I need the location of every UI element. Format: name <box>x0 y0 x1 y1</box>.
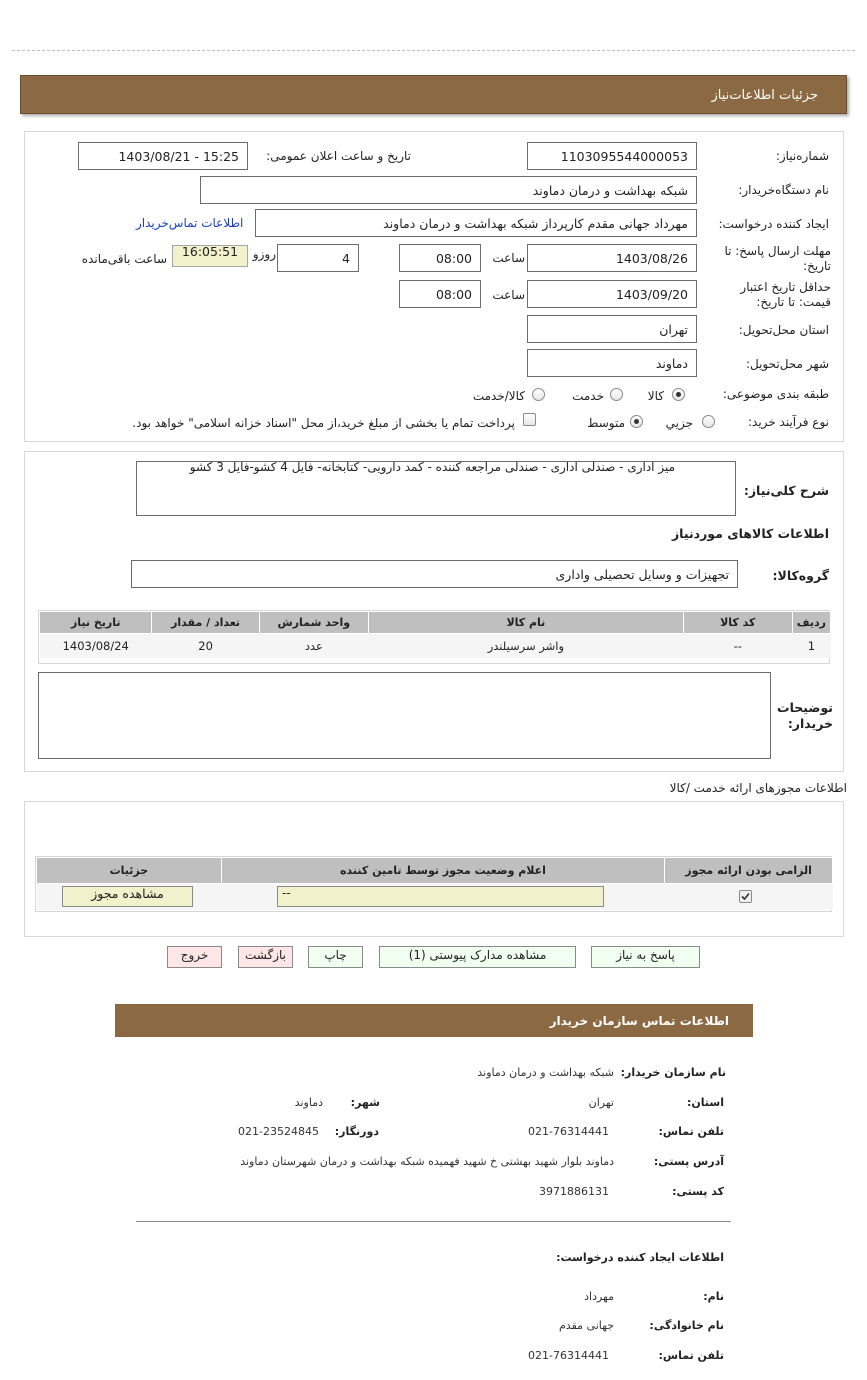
category-option-goods-service: کالا/خدمت <box>472 389 525 403</box>
category-option-goods: کالا <box>647 389 664 403</box>
contact-fax-value: 021-23524845 <box>238 1125 319 1138</box>
goods-cell-date: 1403/08/24 <box>40 634 152 658</box>
contact-org-label: نام سازمان خریدار: <box>620 1066 726 1079</box>
contact-address-value: دماوند بلوار شهید بهشتی خ شهید فهمیده شبکه بهداشت و درمان شهرستان دماوند <box>240 1155 614 1168</box>
goods-col-date: تاریخ نیاز <box>40 612 152 634</box>
goods-cell-row: 1 <box>792 634 830 658</box>
goods-info-title: اطلاعات کالاهای موردنیاز <box>671 526 829 541</box>
goods-cell-unit: عدد <box>259 634 368 658</box>
goods-table <box>39 611 831 658</box>
reply-time-field: 08:00 <box>399 244 481 272</box>
category-label: طبقه بندی موضوعی: <box>722 387 829 401</box>
days-label: روزو <box>252 247 276 261</box>
creator-label: ایجاد کننده درخواست: <box>718 217 829 231</box>
buyer-notes-textarea[interactable] <box>38 672 771 759</box>
purchase-option-small: جزیي <box>665 416 693 430</box>
city-label: شهر محل‌تحویل: <box>745 357 829 371</box>
contact-province-value: تهران <box>588 1096 614 1109</box>
contact-city-label: شهر: <box>350 1096 380 1109</box>
purchase-radio-medium[interactable] <box>630 415 643 428</box>
buyer-org-field: شبکه بهداشت و درمان دماوند <box>200 176 697 204</box>
permits-col-status: اعلام وضعیت مجوز توسط تامین کننده <box>221 858 664 884</box>
back-button[interactable]: بازگشت <box>238 946 293 968</box>
creator-family-label: نام خانوادگی: <box>649 1319 724 1332</box>
contact-postal-label: کد پستی: <box>672 1185 724 1198</box>
buyer-notes-label: توضیحات خریدار: <box>777 700 833 731</box>
table-row <box>40 634 831 658</box>
purchase-type-label: نوع فرآیند خرید: <box>748 415 829 429</box>
category-radio-goods-service[interactable] <box>532 388 545 401</box>
reply-deadline-label: مهلت ارسال پاسخ: تا تاریخ: <box>724 244 831 273</box>
contact-province-label: استان: <box>687 1096 724 1109</box>
creator-info-title: اطلاعات ایجاد کننده درخواست: <box>556 1251 724 1264</box>
creator-phone-value: 021-76314441 <box>528 1349 609 1362</box>
print-button[interactable]: چاپ <box>308 946 363 968</box>
purchase-radio-small[interactable] <box>702 415 715 428</box>
contact-title: اطلاعات تماس سازمان خریدار <box>549 1014 729 1028</box>
city-field: دماوند <box>527 349 697 377</box>
buyer-contact-link[interactable]: اطلاعات تماس‌خریدار <box>136 216 244 230</box>
need-number-label: شماره‌نیاز: <box>775 149 829 163</box>
goods-cell-code: -- <box>683 634 792 658</box>
validity-time-field: 08:00 <box>399 280 481 308</box>
permit-status-field: -- <box>277 886 604 907</box>
goods-col-code: کد کالا <box>683 612 792 634</box>
goods-col-qty: تعداد / مقدار <box>152 612 259 634</box>
category-radio-goods[interactable] <box>672 388 685 401</box>
contact-postal-value: 3971886131 <box>539 1185 609 1198</box>
goods-col-row: ردیف <box>792 612 830 634</box>
goods-group-field: تجهیزات و وسایل تحصیلی واداری <box>131 560 738 588</box>
contact-fax-label: دورنگار: <box>334 1125 379 1138</box>
treasury-payment-checkbox[interactable] <box>523 413 536 426</box>
contact-phone-value: 021-76314441 <box>528 1125 609 1138</box>
view-permit-button[interactable]: مشاهده مجوز <box>62 886 193 907</box>
creator-phone-label: تلفن تماس: <box>658 1349 724 1362</box>
creator-family-value: جهانی مقدم <box>559 1319 614 1332</box>
remaining-label: ساعت باقی‌مانده <box>81 252 167 266</box>
purchase-option-medium: متوسط <box>587 416 625 430</box>
contact-org-value: شبکه بهداشت و درمان دماوند <box>477 1066 614 1079</box>
description-label: شرح کلی‌نیاز: <box>743 483 829 498</box>
goods-cell-name: واشر سرسیلندر <box>368 634 683 658</box>
remaining-time-field: 16:05:51 <box>172 245 248 267</box>
days-field: 4 <box>277 244 359 272</box>
permits-section-title: اطلاعات مجوزهای ارائه خدمت /کالا <box>669 781 847 795</box>
category-option-service: خدمت <box>572 389 604 403</box>
creator-field: مهرداد جهانی مقدم کارپرداز شبکه بهداشت و درمان دماوند <box>255 209 697 237</box>
category-radio-service[interactable] <box>610 388 623 401</box>
need-number-field: 1103095544000053 <box>527 142 697 170</box>
contact-address-label: آدرس پستی: <box>653 1155 724 1168</box>
reply-to-need-button[interactable]: پاسخ به نیاز <box>591 946 700 968</box>
exit-button[interactable]: خروج <box>167 946 222 968</box>
creator-name-value: مهرداد <box>584 1290 614 1303</box>
description-textarea[interactable]: میز اداری - صندلی اداری - صندلی مراجعه کننده - کمد دارویی- کتابخانه- فایل 4 کشو-فایل 3 کشو <box>136 461 736 516</box>
announce-label: تاریخ و ساعت اعلان عمومی: <box>266 149 411 163</box>
goods-cell-qty: 20 <box>152 634 259 658</box>
contact-city-value: دماوند <box>294 1096 323 1109</box>
contact-phone-label: تلفن تماس: <box>658 1125 724 1138</box>
province-field: تهران <box>527 315 697 343</box>
contact-header <box>115 1004 753 1037</box>
buyer-org-label: نام دستگاه‌خریدار: <box>738 183 829 197</box>
view-attachments-button[interactable]: مشاهده مدارک پیوستی (1) <box>379 946 576 968</box>
page-header <box>20 75 847 114</box>
goods-group-label: گروه‌کالا: <box>772 568 829 583</box>
page-title: جزئیات اطلاعات‌نیاز <box>711 88 818 103</box>
reply-time-label: ساعت <box>492 251 525 265</box>
contact-divider <box>136 1221 731 1222</box>
permits-col-required: الزامی بودن ارائه مجوز <box>665 858 833 884</box>
validity-label: حداقل تاریخ اعتبار قیمت: تا تاریخ: <box>740 280 831 309</box>
creator-name-label: نام: <box>703 1290 724 1303</box>
validity-time-label: ساعت <box>492 288 525 302</box>
check-icon <box>740 891 751 902</box>
permit-required-checkbox <box>739 890 752 903</box>
reply-date-field: 1403/08/26 <box>527 244 697 272</box>
top-separator <box>12 50 855 51</box>
province-label: استان محل‌تحویل: <box>738 323 829 337</box>
permits-col-details: جزئیات <box>37 858 222 884</box>
validity-date-field: 1403/09/20 <box>527 280 697 308</box>
announce-datetime-field: 1403/08/21 - 15:25 <box>78 142 248 170</box>
goods-col-unit: واحد شمارش <box>259 612 368 634</box>
goods-table-wrapper <box>38 610 830 664</box>
goods-col-name: نام کالا <box>368 612 683 634</box>
treasury-payment-note: پرداخت تمام یا بخشی از مبلغ خرید،از محل "اسناد خزانه اسلامی" خواهد بود. <box>132 416 515 430</box>
